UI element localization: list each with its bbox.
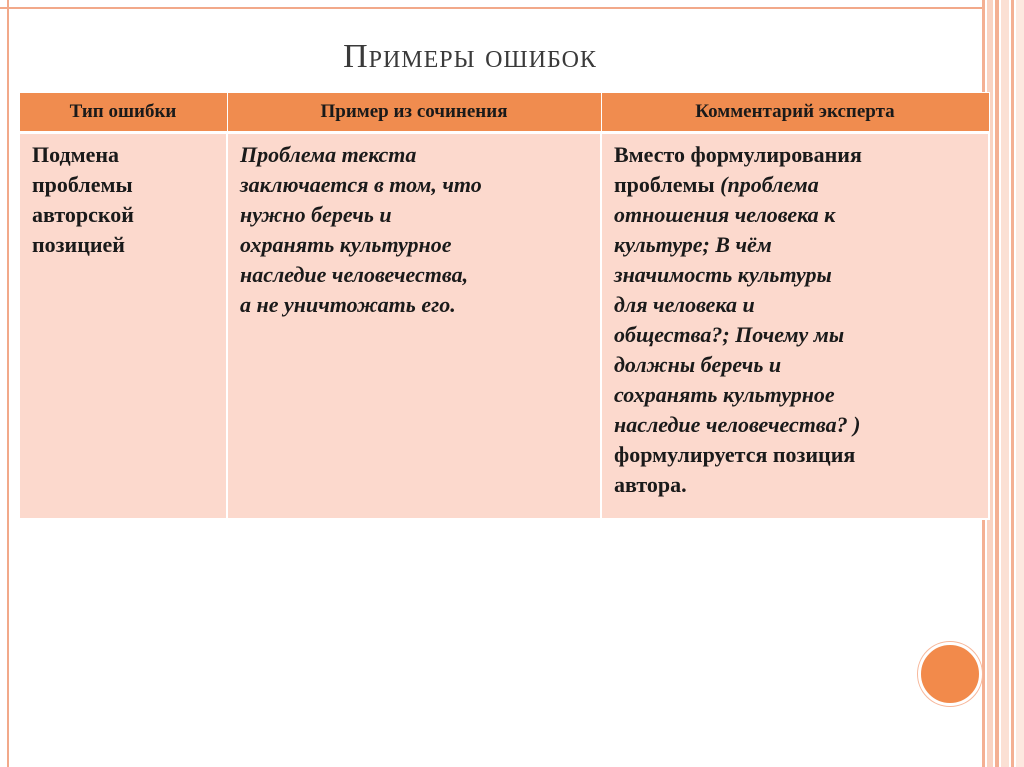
header-error-type: Тип ошибки (19, 93, 227, 133)
example-line: заключается в том, что (240, 172, 482, 197)
error-type-line: Подмена (32, 142, 120, 167)
errors-table (18, 92, 990, 520)
comment-line: сохранять культурное (614, 382, 835, 407)
slide-title: Примеры ошибок (343, 38, 597, 75)
header-example: Пример из сочинения (227, 93, 601, 133)
comment-line: культуре; В чём (614, 232, 772, 257)
comment-text: проблемы (614, 172, 721, 197)
error-type-line: позицией (32, 232, 125, 257)
table-row (19, 133, 989, 520)
comment-line: наследие человечества? ) (614, 412, 861, 437)
example-line: а не уничтожать его. (240, 292, 456, 317)
error-type-line: проблемы (32, 172, 133, 197)
decor-circle (918, 642, 982, 706)
comment-line: общества?; Почему мы (614, 322, 845, 347)
decor-stripe (995, 0, 999, 767)
header-expert-comment: Комментарий эксперта (601, 93, 989, 133)
comment-line: автора. (614, 472, 687, 497)
comment-line: отношения человека к (614, 202, 836, 227)
error-type-line: авторской (32, 202, 134, 227)
cell-error-type (19, 133, 227, 520)
comment-line: Вместо формулирования (614, 142, 862, 167)
comment-line: должны беречь и (614, 352, 782, 377)
comment-line (614, 170, 978, 200)
cell-expert-comment (601, 133, 989, 520)
comment-text-italic: (проблема (720, 172, 819, 197)
comment-line: для человека и (614, 292, 755, 317)
decor-stripe (1001, 0, 1009, 767)
example-line: Проблема текста (240, 142, 417, 167)
comment-line: формулируется позиция (614, 442, 856, 467)
comment-line: значимость культуры (614, 262, 832, 287)
decor-stripe (1016, 0, 1024, 767)
cell-example (227, 133, 601, 520)
table-header-row (19, 93, 989, 133)
example-line: нужно беречь и (240, 202, 392, 227)
example-line: охранять культурное (240, 232, 452, 257)
example-line: наследие человечества, (240, 262, 469, 287)
frame-top-line (0, 7, 982, 9)
frame-left-line (7, 0, 9, 767)
decor-stripe (1011, 0, 1014, 767)
